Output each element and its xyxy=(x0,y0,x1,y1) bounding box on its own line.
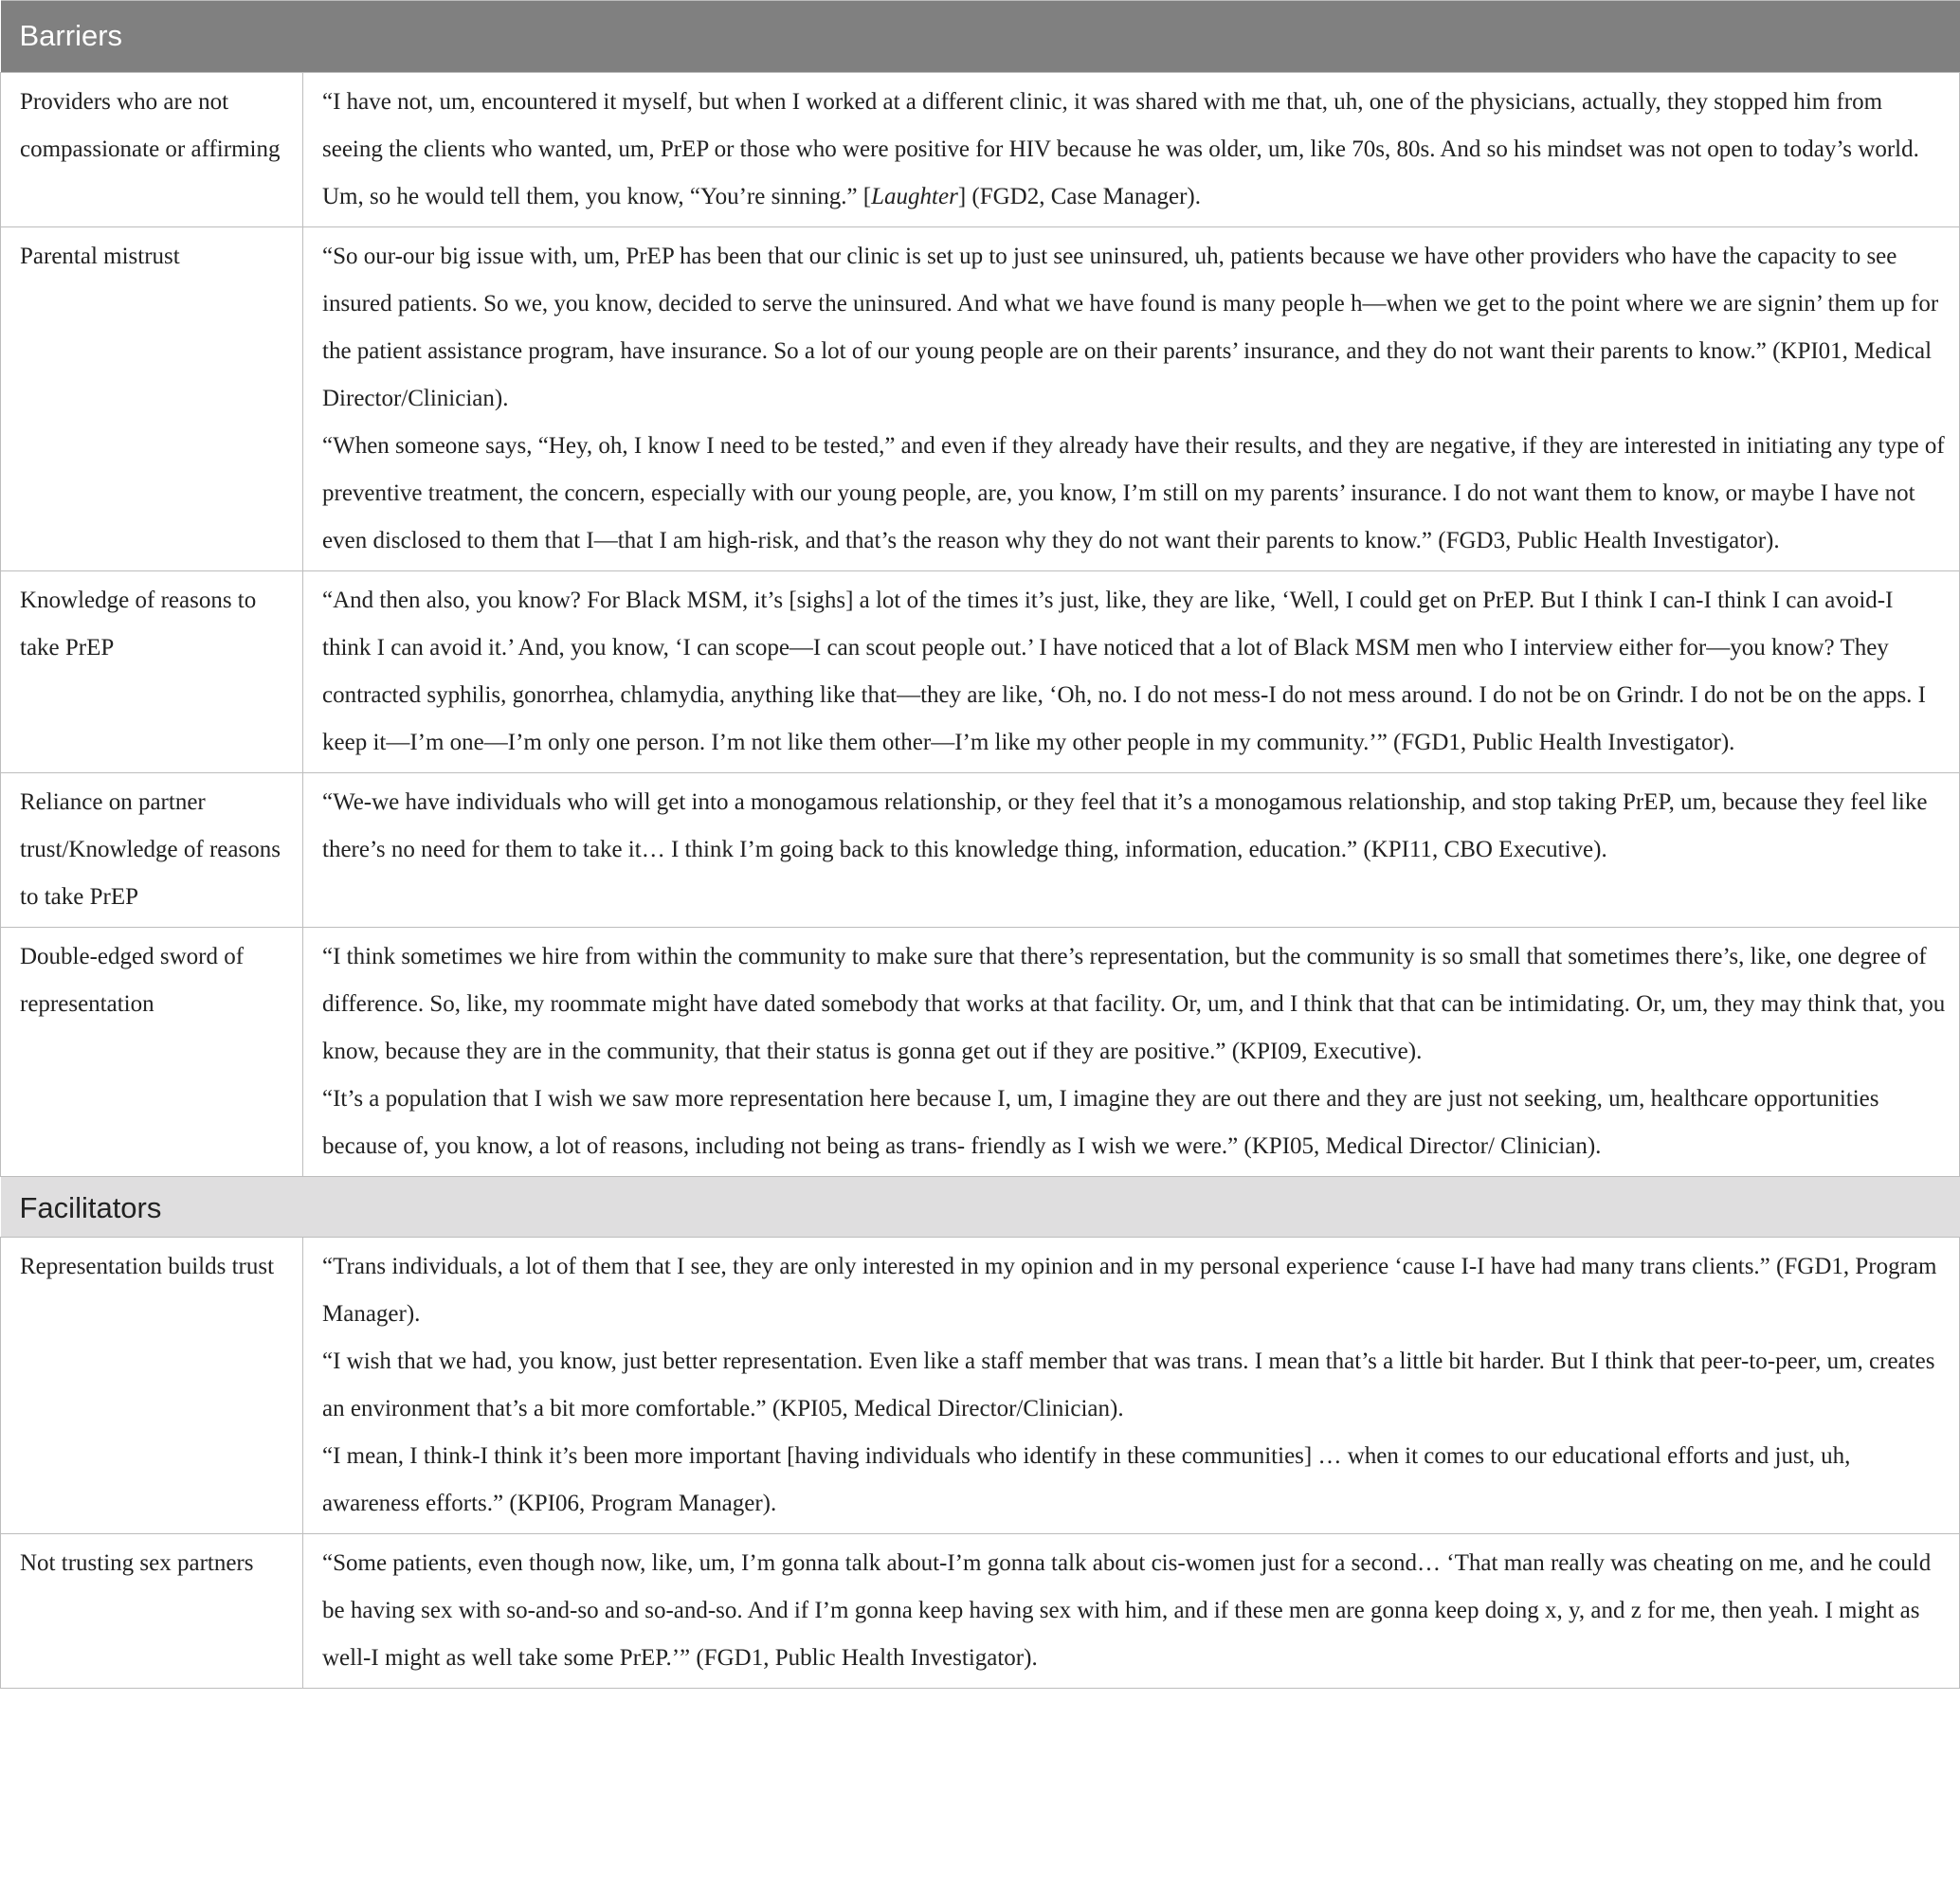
theme-label: Not trusting sex partners xyxy=(1,1534,303,1689)
theme-label: Representation builds trust xyxy=(1,1238,303,1534)
quote-text: ] (FGD2, Case Manager). xyxy=(957,184,1201,209)
table-row xyxy=(1,773,1960,928)
section-title: Barriers xyxy=(1,1,1960,73)
quote: “I wish that we had, you know, just better representation. Even like a staff member that was trans. I mean that’s a little bit harder. But I think that peer-to-peer, um, creates an environment that’s a bit more comfortable.” (KPI05, Medical Director/Clinician). xyxy=(322,1348,1935,1421)
quote-italic: Laughter xyxy=(871,184,958,209)
table-row xyxy=(1,1238,1960,1534)
quote-cell xyxy=(303,227,1960,571)
quote: “It’s a population that I wish we saw more representation here because I, um, I imagine they are out there and they are just not seeking, um, healthcare opportunities because of, you know, a lot of reasons, including not being as trans- friendly as I wish we were.” (KPI05, Medical Director/ Clinician). xyxy=(322,1086,1879,1159)
table-row xyxy=(1,571,1960,773)
theme-label: Knowledge of reasons to take PrEP xyxy=(1,571,303,773)
quote: “And then also, you know? For Black MSM, it’s [sighs] a lot of the times it’s just, like, they are like, ‘Well, I could get on PrEP. But I think I can-I think I can avoid-I think I can avoid it.’ And, you know, ‘I can scope—I can scout people out.’ I have noticed that a lot of Black MSM men who I interview either for—you know? They contracted syphilis, gonorrhea, chlamydia, anything like that—they are like, ‘Oh, no. I do not mess-I do not mess around. I do not be on Grindr. I do not be on the apps. I keep it—I’m one—I’m only one person. I’m not like them other—I’m like my other people in my community.’” (FGD1, Public Health Investigator). xyxy=(322,588,1926,755)
quote-text: “I have not, um, encountered it myself, but when I worked at a different clinic, it was shared with me that, uh, one of the physicians, actually, they stopped him from seeing the clients who wanted, um, PrEP or those who were positive for HIV because he was older, um, like 70s, 80s. And so his mindset was not open to today’s world. Um, so he would tell them, you know, “You’re sinning.” [ xyxy=(322,89,1919,209)
theme-label: Double-edged sword of representation xyxy=(1,928,303,1177)
quote xyxy=(322,79,1946,221)
quote-cell xyxy=(303,1238,1960,1534)
quote: “So our-our big issue with, um, PrEP has been that our clinic is set up to just see uninsured, uh, patients because we have other providers who have the capacity to see insured patients. So we, you know, decided to serve the uninsured. And what we have found is many people h—when we get to the point where we are signin’ them up for the patient assistance program, have insurance. So a lot of our young people are on their parents’ insurance, and they do not want their parents to know.” (KPI01, Medical Director/Clinician). xyxy=(322,244,1939,411)
quote-cell xyxy=(303,928,1960,1177)
section-title: Facilitators xyxy=(1,1177,1960,1238)
theme-label: Parental mistrust xyxy=(1,227,303,571)
table-row xyxy=(1,73,1960,227)
quote: “When someone says, “Hey, oh, I know I need to be tested,” and even if they already have their results, and they are negative, if they are interested in initiating any type of preventive treatment, the concern, especially with our young people, are, you know, I’m still on my parents’ insurance. I do not want them to know, or maybe I have not even disclosed to them that I—that I am high-risk, and that’s the reason why they do not want their parents to know.” (FGD3, Public Health Investigator). xyxy=(322,433,1945,553)
table-row xyxy=(1,227,1960,571)
quote-cell xyxy=(303,773,1960,928)
quote: “Some patients, even though now, like, um, I’m gonna talk about-I’m gonna talk about cis-women just for a second… ‘That man really was cheating on me, and he could be having sex with so-and-so and so-and-so. And if I’m gonna keep having sex with him, and if these men are gonna keep doing x, y, and z for me, then yeah. I might as well-I might as well take some PrEP.’” (FGD1, Public Health Investigator). xyxy=(322,1550,1932,1671)
section-header-facilitators xyxy=(1,1177,1960,1238)
quote: “Trans individuals, a lot of them that I see, they are only interested in my opinion and in my personal experience ‘cause I-I have had many trans clients.” (FGD1, Program Manager). xyxy=(322,1254,1937,1327)
quote: “I mean, I think-I think it’s been more important [having individuals who identify in these communities] … when it comes to our educational efforts and just, uh, awareness efforts.” (KPI06, Program Manager). xyxy=(322,1443,1851,1516)
quote-cell xyxy=(303,571,1960,773)
quote: “I think sometimes we hire from within the community to make sure that there’s representation, but the community is so small that sometimes there’s, like, one degree of difference. So, like, my roommate might have dated somebody that works at that facility. Or, um, and I think that that can be intimidating. Or, um, they may think that, you know, because they are in the community, that their status is gonna get out if they are positive.” (KPI09, Executive). xyxy=(322,944,1946,1064)
quote-cell xyxy=(303,1534,1960,1689)
table-row xyxy=(1,928,1960,1177)
table-row xyxy=(1,1534,1960,1689)
section-header-barriers xyxy=(1,1,1960,73)
quote-cell xyxy=(303,73,1960,227)
theme-label: Providers who are not compassionate or affirming xyxy=(1,73,303,227)
theme-label: Reliance on partner trust/Knowledge of reasons to take PrEP xyxy=(1,773,303,928)
quote: “We-we have individuals who will get into a monogamous relationship, or they feel that it’s a monogamous relationship, and stop taking PrEP, um, because they feel like there’s no need for them to take it… I think I’m going back to this knowledge thing, information, education.” (KPI11, CBO Executive). xyxy=(322,789,1928,862)
